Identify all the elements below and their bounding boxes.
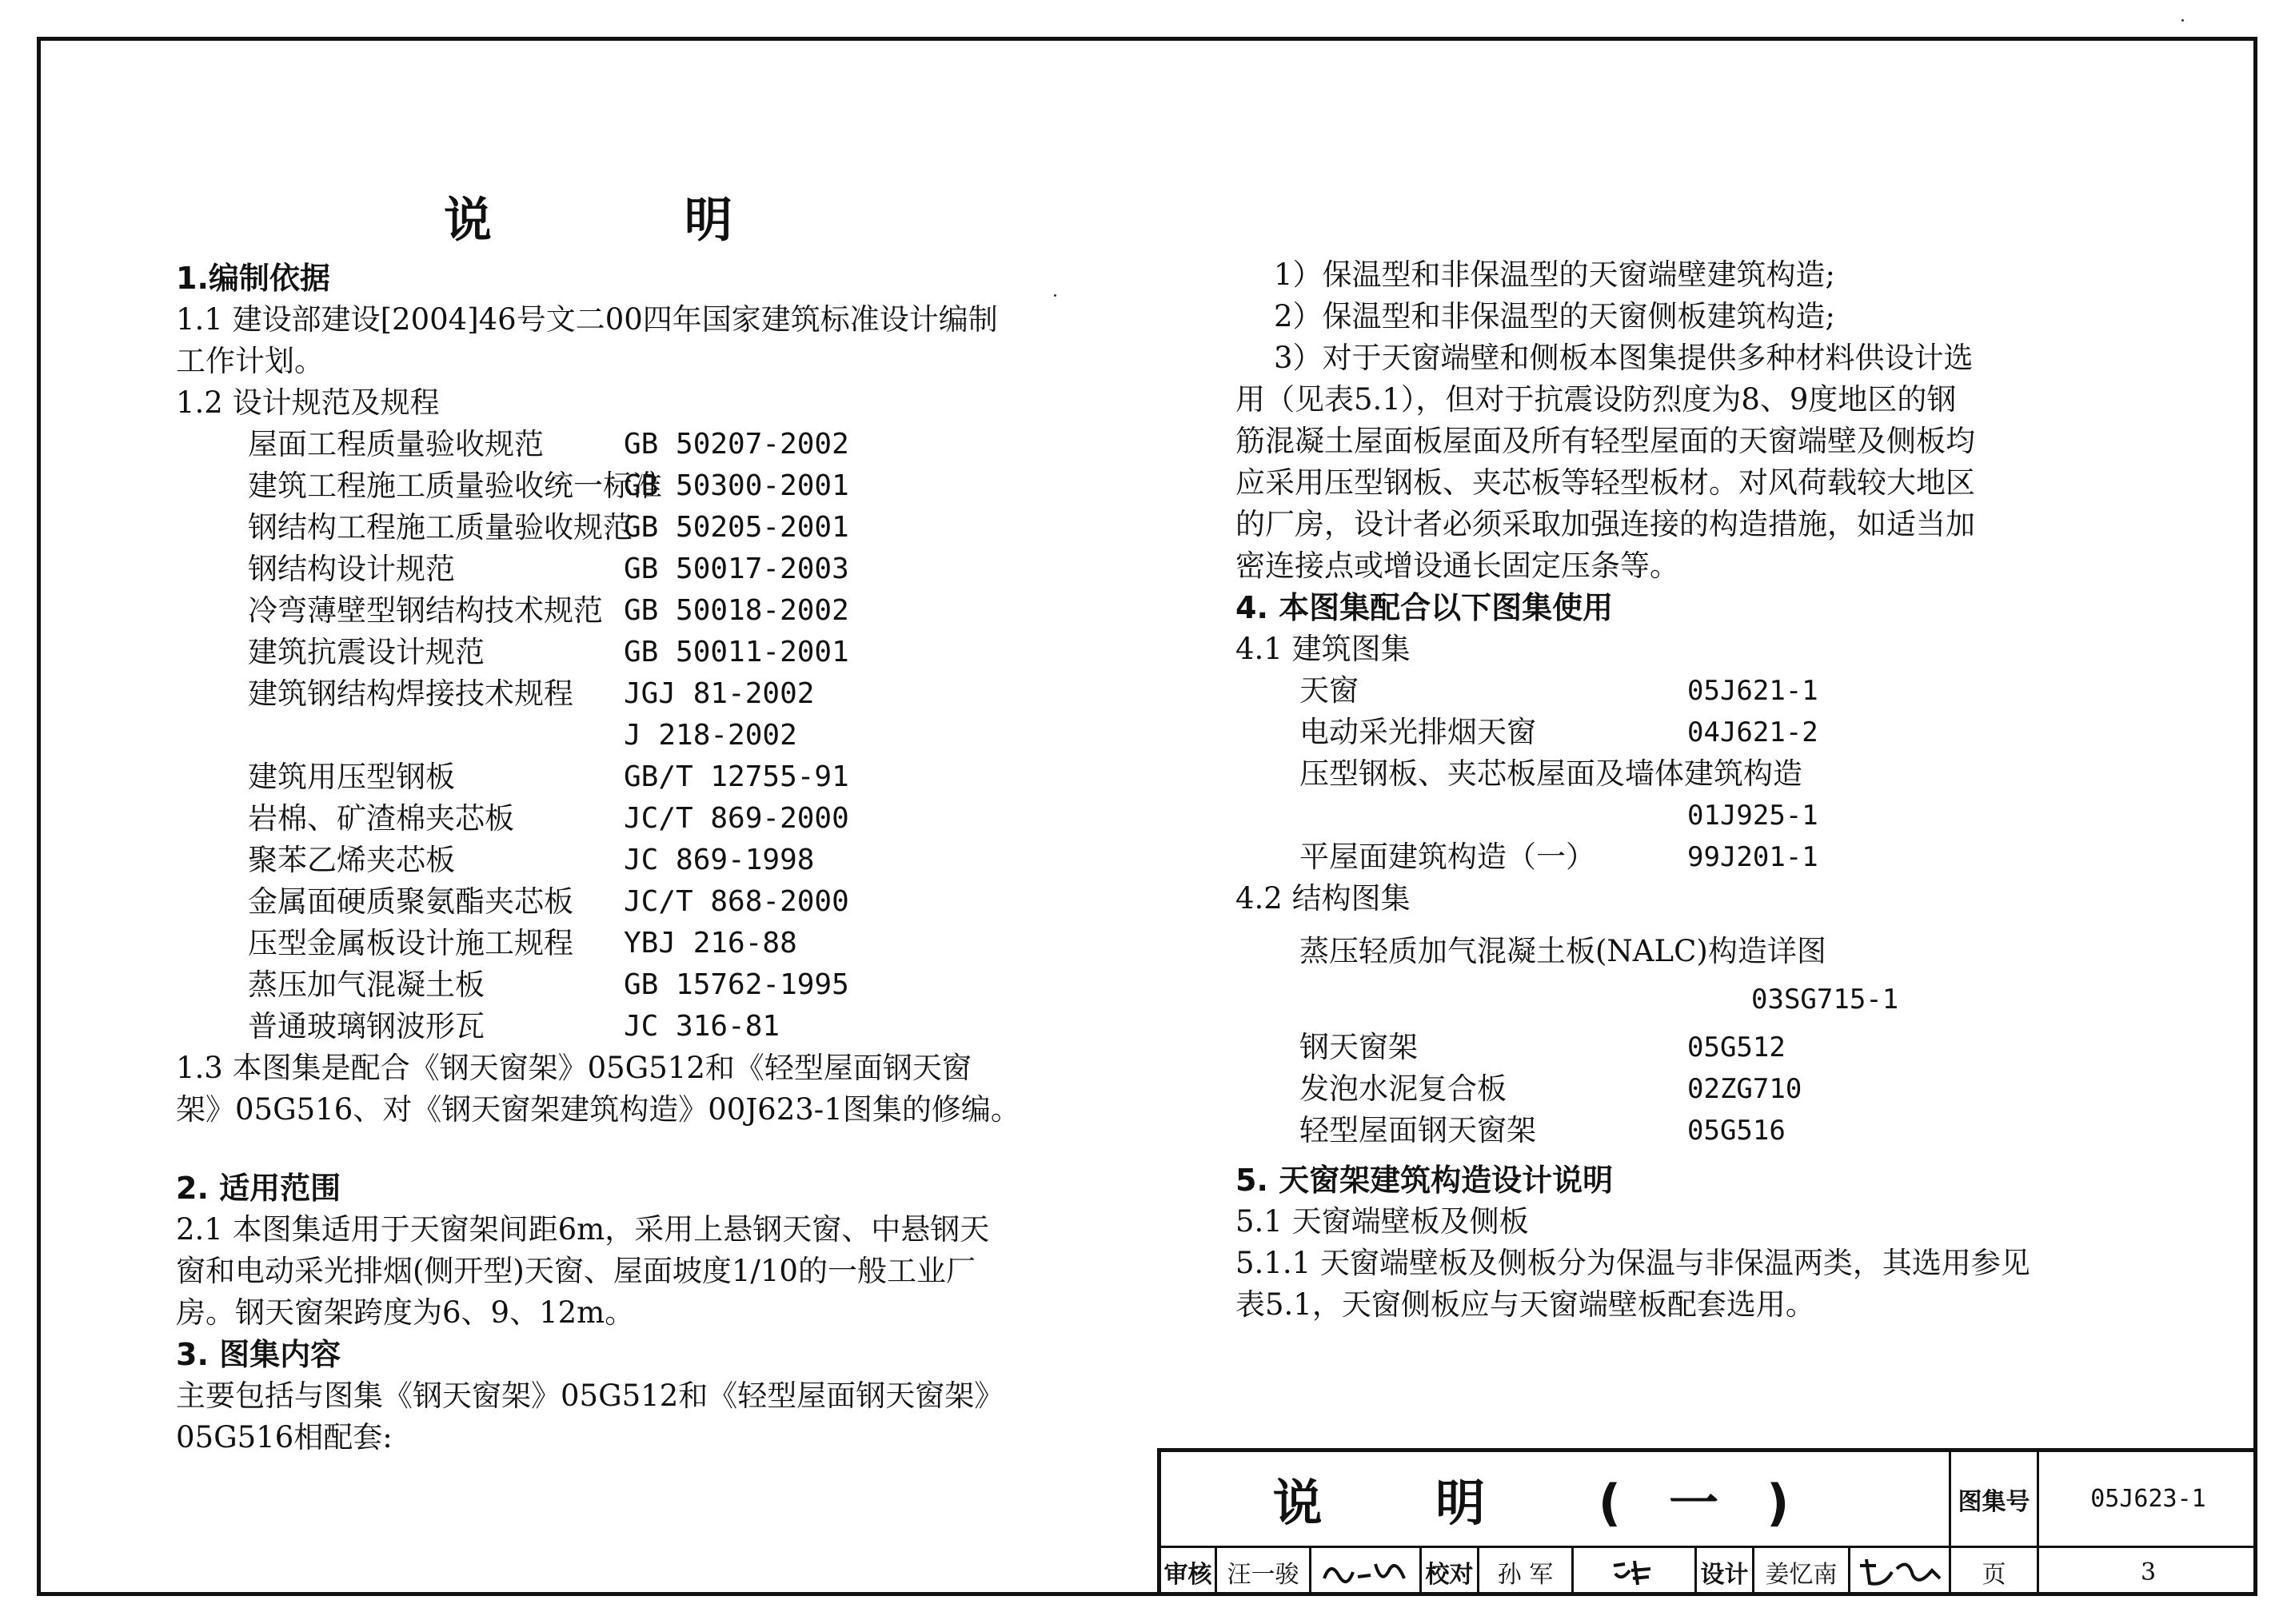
atlas-ref-code: 03SG715-1	[1751, 984, 1899, 1015]
right-column	[1235, 254, 2115, 1326]
standard-row-name: 屋面工程质量验收规范	[248, 427, 544, 461]
atlas-ref-row-name: 平屋面建筑构造（一）	[1299, 840, 1595, 874]
standard-row-code: GB/T 12755-91	[624, 760, 849, 793]
standard-row	[176, 881, 1040, 923]
section-1-heading: 1.编制依据	[176, 261, 330, 296]
designer-signature	[1850, 1548, 1951, 1596]
section-3-heading: 3. 图集内容	[176, 1337, 341, 1372]
atlas-ref-name: 蒸压轻质加气混凝土板(NALC)构造详图	[1299, 934, 1826, 968]
reviewer-name: 汪一骏	[1217, 1548, 1311, 1596]
standard-row	[176, 840, 1040, 881]
section-2-1-line: 窗和电动采光排烟(侧开型)天窗、屋面坡度1/10的一般工业厂	[176, 1254, 976, 1288]
standard-row-name: 普通玻璃钢波形瓦	[248, 1009, 485, 1043]
section-3-line: 主要包括与图集《钢天窗架》05G512和《轻型屋面钢天窗架》	[176, 1379, 1004, 1413]
section-5-1-1-line: 5.1.1 天窗端壁板及侧板分为保温与非保温两类，其选用参见	[1235, 1246, 2030, 1280]
designer-signature-scribble	[1852, 1554, 1948, 1590]
content-item-2: 2）保温型和非保温型的天窗侧板建筑构造;	[1274, 299, 1836, 333]
title-block-title: 说 明 (一)	[1161, 1452, 1951, 1546]
content-item-3: 筋混凝土屋面板屋面及所有轻型屋面的天窗端壁及侧板均	[1235, 424, 1975, 458]
atlas-number: 05J623-1	[2090, 1485, 2206, 1513]
review-label: 审核	[1161, 1548, 1217, 1596]
content-item-1: 1）保温型和非保温型的天窗端壁建筑构造;	[1274, 257, 1836, 292]
reviewer-signature-scribble	[1318, 1554, 1414, 1590]
content-item-3: 用（见表5.1），但对于抗震设防烈度为8、9度地区的钢	[1235, 382, 1957, 417]
standard-row-name: 建筑用压型钢板	[248, 760, 455, 794]
standard-row-code: J 218-2002	[624, 719, 797, 752]
standard-row-name: 金属面硬质聚氨酯夹芯板	[248, 884, 573, 919]
title-block	[1157, 1448, 2257, 1596]
standard-row-name: 钢结构工程施工质量验收规范	[248, 510, 633, 545]
section-2-1-line: 房。钢天窗架跨度为6、9、12m。	[176, 1295, 635, 1330]
scan-dot	[1054, 294, 1056, 297]
standard-row-code: JC/T 869-2000	[624, 802, 849, 835]
standard-row	[176, 923, 1040, 964]
standard-row-name: 蒸压加气混凝土板	[248, 968, 485, 1002]
atlas-ref-row-name	[1235, 795, 1687, 836]
design-label: 设计	[1697, 1548, 1754, 1596]
atlas-ref-row-name: 电动采光排烟天窗	[1299, 715, 1536, 749]
standard-row	[176, 756, 1040, 798]
atlas-ref-row	[1235, 1027, 2115, 1068]
section-4-heading: 4. 本图集配合以下图集使用	[1235, 590, 1614, 625]
standard-row-code: GB 15762-1995	[624, 968, 849, 1001]
standard-row-code: GB 50300-2001	[624, 469, 849, 502]
standard-row	[176, 590, 1040, 632]
standard-row-name: 建筑抗震设计规范	[248, 635, 485, 669]
section-1-3-line: 1.3 本图集是配合《钢天窗架》05G512和《轻型屋面钢天窗	[176, 1051, 972, 1085]
atlas-ref-row-name: 钢天窗架	[1299, 1030, 1418, 1064]
standard-row-name: 聚苯乙烯夹芯板	[248, 843, 455, 877]
standard-row-code: JC 316-81	[624, 1010, 780, 1043]
atlas-ref-row-code: 02ZG710	[1687, 1073, 1802, 1105]
standard-row-name: 压型金属板设计施工规程	[248, 926, 573, 960]
section-1-1-line: 工作计划。	[176, 344, 324, 378]
standard-row-name: 建筑钢结构焊接技术规程	[248, 676, 573, 711]
page-title: 说 明	[444, 193, 820, 249]
atlas-ref-row	[1235, 1068, 2115, 1110]
left-column	[176, 257, 1040, 1458]
standard-row	[176, 1006, 1040, 1047]
standard-row	[176, 465, 1040, 507]
atlas-ref-row	[1235, 1110, 2115, 1151]
standard-row-name: 钢结构设计规范	[248, 552, 455, 586]
standard-row	[176, 964, 1040, 1006]
atlas-ref-row	[1235, 931, 2115, 972]
section-5-1-heading: 5.1 天窗端壁板及侧板	[1235, 1204, 1529, 1239]
section-1-3-line: 架》05G516、对《钢天窗架建筑构造》00J623-1图集的修编。	[176, 1092, 1020, 1127]
atlas-ref-row-name: 发泡水泥复合板	[1299, 1071, 1507, 1106]
atlas-ref-row-code: 04J621-2	[1687, 716, 1818, 748]
section-2-heading: 2. 适用范围	[176, 1171, 341, 1206]
section-5-1-1-line: 表5.1，天窗侧板应与天窗端壁板配套选用。	[1235, 1287, 1815, 1322]
section-3-line: 05G516相配套:	[176, 1420, 393, 1454]
standard-row-code: JC 869-1998	[624, 844, 815, 876]
standard-row-name: 冷弯薄壁型钢结构技术规范	[248, 593, 603, 628]
page-number: 3	[2140, 1558, 2157, 1586]
section-4-2-heading: 4.2 结构图集	[1235, 881, 1411, 916]
content-item-3: 密连接点或增设通长固定压条等。	[1235, 549, 1679, 583]
atlas-ref-row-code: 99J201-1	[1687, 841, 1818, 873]
standard-row	[176, 549, 1040, 590]
page-label: 页	[1951, 1548, 2039, 1596]
designer-name: 姜忆南	[1754, 1548, 1850, 1596]
atlas-ref-row	[1235, 670, 2115, 712]
structure-atlas-list	[1235, 1027, 2115, 1151]
standard-row-code: GB 50017-2003	[624, 553, 849, 585]
architecture-atlas-list	[1235, 670, 2115, 878]
standard-row-code: JC/T 868-2000	[624, 885, 849, 918]
standard-row-code: YBJ 216-88	[624, 927, 797, 960]
checker-name: 孙 军	[1479, 1548, 1574, 1596]
standard-row-code: GB 50207-2002	[624, 428, 849, 461]
standard-row	[176, 715, 1040, 756]
standard-row-name: 建筑工程施工质量验收统一标准	[248, 469, 662, 503]
content-item-3: 3）对于天窗端壁和侧板本图集提供多种材料供设计选	[1274, 341, 1974, 375]
section-1-2-heading: 1.2 设计规范及规程	[176, 385, 440, 420]
atlas-ref-row	[1235, 753, 2115, 795]
standard-row	[176, 673, 1040, 715]
section-1-1-line: 1.1 建设部建设[2004]46号文二00四年国家建筑标准设计编制	[176, 302, 998, 337]
standard-row-code: GB 50205-2001	[624, 511, 849, 544]
standard-row	[176, 507, 1040, 549]
checker-signature	[1574, 1548, 1697, 1596]
atlas-ref-row-name: 轻型屋面钢天窗架	[1299, 1113, 1536, 1147]
standard-row	[176, 424, 1040, 465]
standard-row	[176, 632, 1040, 673]
standard-row-name: 岩棉、矿渣棉夹芯板	[248, 801, 514, 836]
atlas-ref-row	[1235, 795, 2115, 836]
atlas-ref-row	[1235, 712, 2115, 753]
checker-signature-scribble	[1587, 1554, 1682, 1590]
section-2-1-line: 2.1 本图集适用于天窗架间距6m，采用上悬钢天窗、中悬钢天	[176, 1212, 990, 1247]
check-label: 校对	[1422, 1548, 1479, 1596]
standard-row-code: GB 50018-2002	[624, 594, 849, 627]
atlas-ref-row	[1235, 836, 2115, 878]
standard-row-code: GB 50011-2001	[624, 636, 849, 668]
standard-row-name	[176, 715, 624, 756]
atlas-ref-row-name: 天窗	[1299, 673, 1359, 708]
atlas-ref-row-code: 05G512	[1687, 1031, 1786, 1063]
atlas-ref-row-name: 压型钢板、夹芯板屋面及墙体建筑构造	[1299, 756, 1802, 791]
section-5-heading: 5. 天窗架建筑构造设计说明	[1235, 1163, 1614, 1198]
reviewer-signature	[1311, 1548, 1422, 1596]
standards-list	[176, 424, 1040, 1047]
content-item-3: 的厂房，设计者必须采取加强连接的构造措施，如适当加	[1235, 507, 1975, 541]
standard-row-code: JGJ 81-2002	[624, 677, 815, 710]
section-4-1-heading: 4.1 建筑图集	[1235, 632, 1411, 666]
standard-row	[176, 798, 1040, 840]
atlas-number-label: 图集号	[1951, 1452, 2039, 1546]
corner-dot	[2181, 19, 2184, 22]
atlas-ref-row-code: 05J621-1	[1687, 675, 1818, 707]
content-item-3: 应采用压型钢板、夹芯板等轻型板材。对风荷载较大地区	[1235, 465, 1975, 500]
atlas-ref-row-code: 05G516	[1687, 1115, 1786, 1147]
atlas-ref-row-code: 01J925-1	[1687, 800, 1818, 832]
